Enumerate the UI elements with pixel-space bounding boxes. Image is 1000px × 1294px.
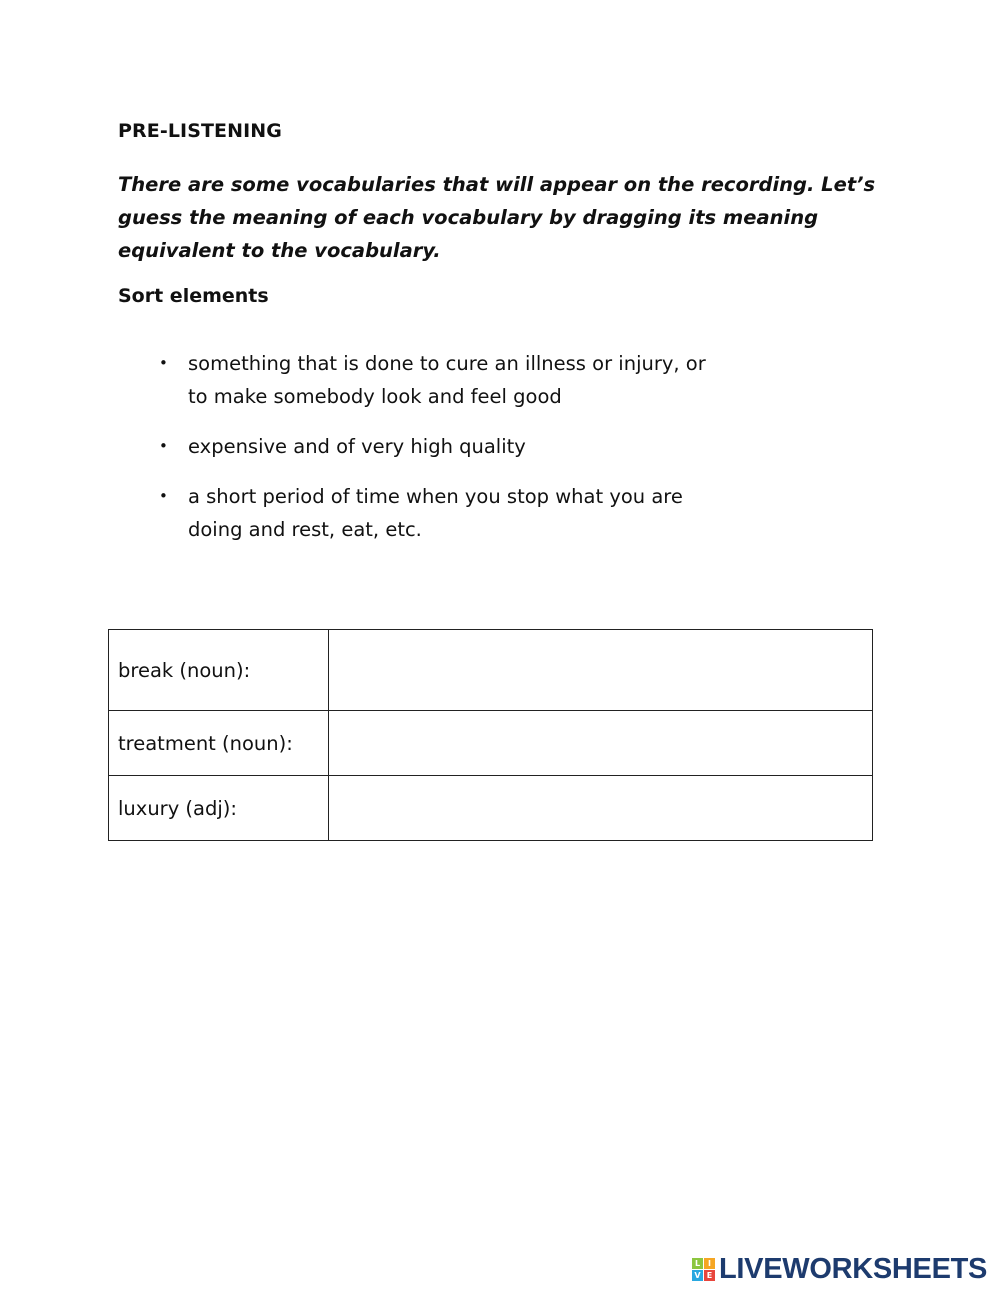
definition-text-line: doing and rest, eat, etc.: [188, 518, 422, 541]
vocabulary-table: [108, 629, 873, 841]
table-row: [109, 776, 873, 841]
instructions-text: There are some vocabularies that will appear on the recording. Let’s guess the meaning of each vocabulary by dragging its meaning equivalent to the vocabulary.: [118, 173, 876, 262]
table-row: [109, 711, 873, 776]
sort-elements-list: [118, 347, 738, 563]
definition-text-line: expensive and of very high quality: [188, 435, 526, 458]
meaning-drop-zone[interactable]: [329, 776, 873, 841]
draggable-definition-item[interactable]: [118, 347, 738, 413]
logo-mark-icon: [692, 1258, 715, 1281]
logo-mark-letter: V: [692, 1270, 703, 1281]
table-row: [109, 630, 873, 711]
logo-mark-letter: E: [704, 1270, 715, 1281]
meaning-drop-zone[interactable]: [329, 711, 873, 776]
draggable-definition-item[interactable]: [118, 480, 738, 546]
section-title: PRE-LISTENING: [118, 120, 282, 142]
definition-text-line: a short period of time when you stop what you are: [188, 485, 683, 508]
draggable-definition-item[interactable]: [118, 430, 738, 463]
bullet-icon: •: [159, 487, 168, 505]
bullet-icon: •: [159, 437, 168, 455]
logo-text: LIVEWORKSHEETS: [719, 1252, 988, 1285]
logo-mark-letter: I: [704, 1258, 715, 1269]
sort-elements-title: Sort elements: [118, 285, 269, 307]
vocabulary-term: break (noun):: [109, 630, 329, 711]
liveworksheets-logo: [692, 1252, 987, 1286]
logo-mark-letter: L: [692, 1258, 703, 1269]
vocabulary-term: treatment (noun):: [109, 711, 329, 776]
bullet-icon: •: [159, 354, 168, 372]
vocabulary-term: luxury (adj):: [109, 776, 329, 841]
meaning-drop-zone[interactable]: [329, 630, 873, 711]
definition-text-line: something that is done to cure an illness or injury, or: [188, 352, 706, 375]
definition-text-line: to make somebody look and feel good: [188, 385, 562, 408]
